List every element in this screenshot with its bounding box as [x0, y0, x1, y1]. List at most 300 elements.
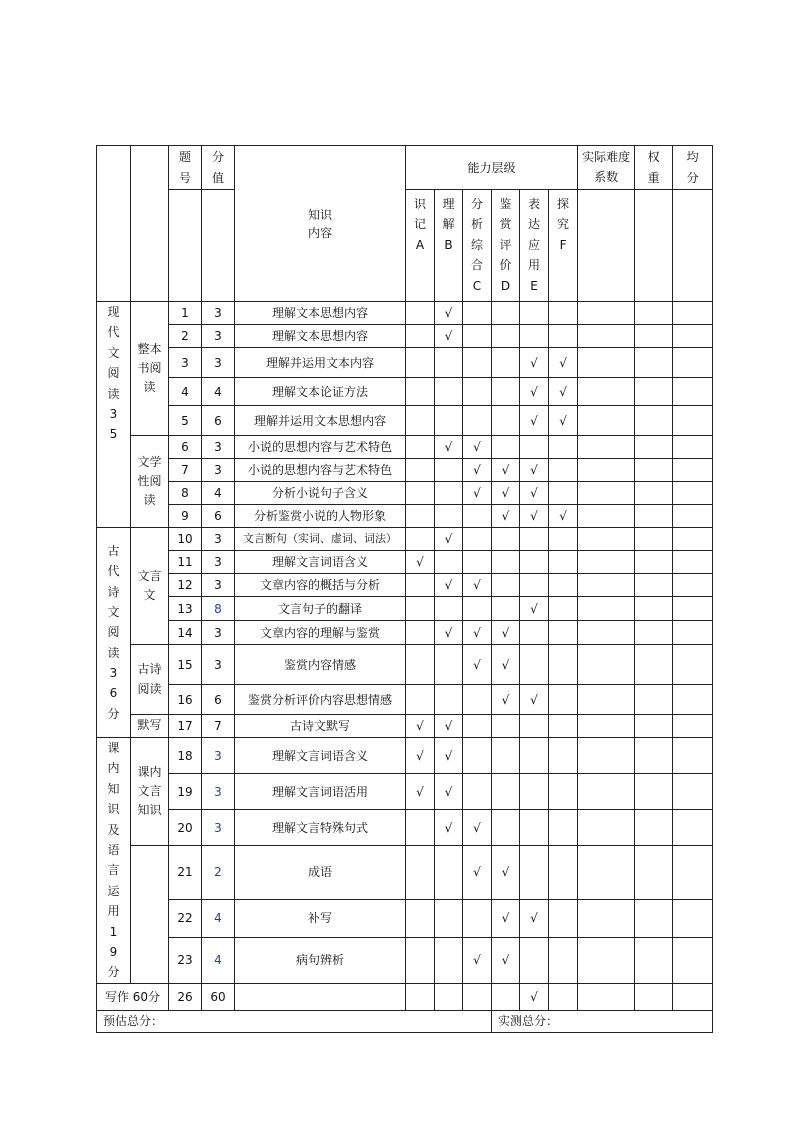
stat-cell	[578, 436, 635, 459]
check-mark: √	[473, 463, 481, 477]
ability-level-cell	[406, 645, 435, 685]
stat-cell	[635, 406, 673, 436]
knowledge-content: 理解文言词语含义	[235, 551, 406, 574]
ability-level-cell	[435, 983, 463, 1010]
stat-cell	[635, 505, 673, 528]
ability-level-cell	[549, 406, 578, 436]
table-row	[97, 406, 713, 436]
question-number: 18	[169, 738, 202, 774]
ability-level-cell	[463, 645, 492, 685]
question-number: 4	[169, 378, 202, 406]
ability-level-cell	[463, 528, 492, 551]
stat-cell	[635, 899, 673, 937]
question-number: 21	[169, 846, 202, 900]
weight-blank	[635, 190, 673, 302]
ability-level-cell	[463, 983, 492, 1010]
ability-level-cell	[492, 482, 520, 505]
ability-level-cell	[549, 348, 578, 378]
ability-level-cell	[549, 685, 578, 715]
ability-level-cell	[435, 645, 463, 685]
header-avg: 均分	[673, 146, 713, 190]
level-0: 识记A	[406, 190, 435, 302]
knowledge-content: 文章内容的理解与鉴赏	[235, 621, 406, 645]
subsection-classical-poetry: 古诗阅读	[131, 645, 169, 715]
level-4: 表达应用E	[520, 190, 549, 302]
ability-level-cell	[435, 302, 463, 325]
stat-cell	[673, 325, 713, 348]
stat-cell	[635, 551, 673, 574]
check-mark: √	[473, 578, 481, 592]
test-spec-table	[96, 145, 713, 1033]
check-mark: √	[444, 578, 453, 592]
ability-level-cell	[492, 597, 520, 621]
ability-level-cell	[520, 846, 549, 900]
check-mark: √	[501, 692, 510, 707]
header-num: 题号	[169, 146, 202, 190]
check-mark: √	[444, 329, 453, 343]
question-score: 2	[202, 846, 235, 900]
table-row	[97, 715, 713, 738]
stat-cell	[635, 621, 673, 645]
ability-level-cell	[549, 505, 578, 528]
ability-level-cell	[435, 325, 463, 348]
ability-level-cell	[492, 325, 520, 348]
knowledge-content: 理解并运用文本内容	[235, 348, 406, 378]
ability-level-cell	[463, 574, 492, 597]
check-mark: √	[559, 413, 567, 428]
table-row	[97, 738, 713, 774]
ability-level-cell	[406, 899, 435, 937]
ability-level-cell	[549, 715, 578, 738]
stat-cell	[578, 302, 635, 325]
check-mark: √	[530, 486, 538, 500]
ability-level-cell	[549, 302, 578, 325]
stat-cell	[635, 378, 673, 406]
table-row	[97, 348, 713, 378]
ability-level-cell	[492, 738, 520, 774]
knowledge-content: 理解文本论证方法	[235, 378, 406, 406]
check-mark: √	[473, 486, 481, 500]
ability-level-cell	[435, 810, 463, 846]
knowledge-content: 理解文言词语活用	[235, 774, 406, 810]
check-mark: √	[473, 953, 481, 968]
table-row	[97, 378, 713, 406]
question-score: 7	[202, 715, 235, 738]
ability-level-cell	[492, 459, 520, 482]
knowledge-content: 文言句子的翻译	[235, 597, 406, 621]
stat-cell	[635, 738, 673, 774]
knowledge-content: 理解文言特殊句式	[235, 810, 406, 846]
ability-level-cell	[406, 459, 435, 482]
check-mark: √	[530, 355, 538, 370]
ability-level-cell	[492, 774, 520, 810]
ability-level-cell	[435, 505, 463, 528]
header-weight: 权重	[635, 146, 673, 190]
subsection-whole-book: 整本书阅读	[131, 302, 169, 436]
stat-cell	[578, 348, 635, 378]
question-number: 7	[169, 459, 202, 482]
question-number: 14	[169, 621, 202, 645]
table-row	[97, 325, 713, 348]
question-score: 4	[202, 378, 235, 406]
header-knowledge: 知识 内容	[235, 146, 406, 302]
ability-level-cell	[463, 325, 492, 348]
ability-level-cell	[549, 528, 578, 551]
stat-cell	[578, 685, 635, 715]
table-row	[97, 846, 713, 900]
question-score: 3	[202, 774, 235, 810]
knowledge-content: 成语	[235, 846, 406, 900]
stat-cell	[635, 685, 673, 715]
ability-level-cell	[492, 378, 520, 406]
knowledge-content: 鉴赏分析评价内容思想情感	[235, 685, 406, 715]
ability-level-cell	[406, 505, 435, 528]
ability-level-cell	[435, 715, 463, 738]
ability-level-cell	[549, 551, 578, 574]
ability-level-cell	[406, 937, 435, 983]
question-number: 2	[169, 325, 202, 348]
ability-level-cell	[406, 846, 435, 900]
ability-level-cell	[435, 528, 463, 551]
table-row	[97, 528, 713, 551]
stat-cell	[673, 621, 713, 645]
ability-level-cell	[406, 597, 435, 621]
check-mark: √	[473, 440, 481, 454]
ability-level-cell	[406, 574, 435, 597]
ability-level-cell	[549, 574, 578, 597]
stat-cell	[578, 846, 635, 900]
question-number: 9	[169, 505, 202, 528]
check-mark: √	[444, 440, 453, 454]
stat-cell	[635, 715, 673, 738]
check-mark: √	[501, 865, 510, 880]
ability-level-cell	[435, 551, 463, 574]
question-number: 16	[169, 685, 202, 715]
stat-cell	[673, 846, 713, 900]
question-number: 10	[169, 528, 202, 551]
check-mark: √	[501, 911, 510, 926]
check-mark: √	[559, 384, 567, 399]
question-score: 3	[202, 302, 235, 325]
ability-level-cell	[463, 302, 492, 325]
question-score: 3	[202, 645, 235, 685]
ability-level-cell	[406, 436, 435, 459]
ability-level-cell	[435, 436, 463, 459]
question-number: 11	[169, 551, 202, 574]
table-row	[97, 645, 713, 685]
ability-level-cell	[463, 436, 492, 459]
section-writing: 写作 60分	[97, 983, 169, 1010]
stat-cell	[635, 810, 673, 846]
knowledge-content: 理解文言词语含义	[235, 738, 406, 774]
check-mark: √	[444, 625, 453, 640]
ability-level-cell	[520, 406, 549, 436]
ability-level-cell	[520, 645, 549, 685]
stat-cell	[578, 645, 635, 685]
check-mark: √	[473, 865, 481, 880]
ability-level-cell	[549, 378, 578, 406]
check-mark: √	[416, 719, 424, 733]
ability-level-cell	[549, 325, 578, 348]
check-mark: √	[444, 306, 453, 320]
question-number: 23	[169, 937, 202, 983]
stat-cell	[578, 574, 635, 597]
table-row	[97, 983, 713, 1010]
stat-cell	[578, 325, 635, 348]
stat-cell	[578, 597, 635, 621]
ability-level-cell	[463, 738, 492, 774]
ability-level-cell	[435, 899, 463, 937]
check-mark: √	[501, 953, 510, 968]
ability-level-cell	[520, 621, 549, 645]
question-score: 60	[202, 983, 235, 1010]
table-row	[97, 685, 713, 715]
ability-level-cell	[549, 621, 578, 645]
stat-cell	[673, 899, 713, 937]
table-row	[97, 505, 713, 528]
ability-level-cell	[549, 899, 578, 937]
ability-level-cell	[520, 810, 549, 846]
ability-level-cell	[492, 505, 520, 528]
ability-level-cell	[520, 528, 549, 551]
ability-level-cell	[435, 482, 463, 505]
header-score-blank	[202, 190, 235, 302]
ability-level-cell	[520, 302, 549, 325]
level-3: 鉴赏评价D	[492, 190, 520, 302]
stat-cell	[578, 505, 635, 528]
knowledge-content: 补写	[235, 899, 406, 937]
table-row	[97, 551, 713, 574]
check-mark: √	[444, 748, 453, 763]
stat-cell	[673, 715, 713, 738]
check-mark: √	[501, 486, 510, 500]
ability-level-cell	[549, 436, 578, 459]
question-score: 3	[202, 436, 235, 459]
question-number: 15	[169, 645, 202, 685]
ability-level-cell	[549, 738, 578, 774]
stat-cell	[578, 459, 635, 482]
stat-cell	[578, 810, 635, 846]
stat-cell	[673, 810, 713, 846]
check-mark: √	[501, 625, 510, 640]
stat-cell	[578, 983, 635, 1010]
ability-level-cell	[492, 645, 520, 685]
stat-cell	[673, 738, 713, 774]
knowledge-content: 文言断句（实词、虚词、词法）	[235, 528, 406, 551]
question-score: 3	[202, 551, 235, 574]
ability-level-cell	[463, 348, 492, 378]
ability-level-cell	[492, 685, 520, 715]
table-row	[97, 302, 713, 325]
table-row	[97, 810, 713, 846]
ability-level-cell	[463, 482, 492, 505]
check-mark: √	[530, 509, 538, 523]
ability-level-cell	[549, 846, 578, 900]
stat-cell	[635, 937, 673, 983]
question-number: 3	[169, 348, 202, 378]
stat-cell	[673, 348, 713, 378]
knowledge-content: 理解文本思想内容	[235, 325, 406, 348]
check-mark: √	[473, 820, 481, 835]
ability-level-cell	[520, 436, 549, 459]
knowledge-content: 古诗文默写	[235, 715, 406, 738]
ability-level-cell	[492, 715, 520, 738]
stat-cell	[635, 774, 673, 810]
stat-cell	[673, 597, 713, 621]
table-row	[97, 899, 713, 937]
subsection-recitation: 默写	[131, 715, 169, 738]
ability-level-cell	[463, 621, 492, 645]
question-number: 22	[169, 899, 202, 937]
header-difficulty: 实际难度系数	[578, 146, 635, 190]
question-score: 8	[202, 597, 235, 621]
question-score: 6	[202, 505, 235, 528]
stat-cell	[635, 597, 673, 621]
question-score: 4	[202, 899, 235, 937]
ability-level-cell	[406, 983, 435, 1010]
stat-cell	[635, 528, 673, 551]
check-mark: √	[530, 601, 538, 616]
header-empty-b	[131, 146, 169, 302]
stat-cell	[635, 846, 673, 900]
question-score: 6	[202, 406, 235, 436]
ability-level-cell	[406, 810, 435, 846]
question-score: 6	[202, 685, 235, 715]
ability-level-cell	[549, 597, 578, 621]
stat-cell	[673, 505, 713, 528]
question-number: 26	[169, 983, 202, 1010]
subsection-in-class-classical: 课内文言知识	[131, 738, 169, 846]
stat-cell	[635, 459, 673, 482]
stat-cell	[673, 685, 713, 715]
question-number: 1	[169, 302, 202, 325]
stat-cell	[673, 302, 713, 325]
question-score: 4	[202, 937, 235, 983]
ability-level-cell	[520, 983, 549, 1010]
ability-level-cell	[492, 810, 520, 846]
section-modern-reading: 现代文阅读35	[97, 302, 131, 528]
question-number: 17	[169, 715, 202, 738]
check-mark: √	[530, 911, 538, 926]
ability-level-cell	[406, 621, 435, 645]
stat-cell	[635, 482, 673, 505]
ability-level-cell	[406, 685, 435, 715]
ability-level-cell	[520, 937, 549, 983]
ability-level-cell	[492, 621, 520, 645]
avg-blank	[673, 190, 713, 302]
question-score: 3	[202, 325, 235, 348]
ability-level-cell	[406, 482, 435, 505]
ability-level-cell	[435, 621, 463, 645]
ability-level-cell	[492, 528, 520, 551]
question-score: 3	[202, 621, 235, 645]
knowledge-content: 理解并运用文本思想内容	[235, 406, 406, 436]
ability-level-cell	[463, 597, 492, 621]
ability-level-cell	[435, 937, 463, 983]
ability-level-cell	[406, 348, 435, 378]
ability-level-cell	[406, 715, 435, 738]
ability-level-cell	[463, 406, 492, 436]
check-mark: √	[473, 657, 481, 672]
ability-level-cell	[463, 715, 492, 738]
stat-cell	[578, 715, 635, 738]
stat-cell	[635, 574, 673, 597]
stat-cell	[673, 983, 713, 1010]
knowledge-content: 小说的思想内容与艺术特色	[235, 436, 406, 459]
footer-row	[97, 1010, 713, 1032]
ability-level-cell	[492, 574, 520, 597]
table-row	[97, 774, 713, 810]
ability-level-cell	[492, 937, 520, 983]
stat-cell	[578, 621, 635, 645]
check-mark: √	[416, 748, 424, 763]
check-mark: √	[559, 355, 567, 370]
ability-level-cell	[549, 459, 578, 482]
table-row	[97, 482, 713, 505]
table-row	[97, 937, 713, 983]
question-number: 13	[169, 597, 202, 621]
stat-cell	[578, 937, 635, 983]
question-score: 3	[202, 348, 235, 378]
header-num-blank	[169, 190, 202, 302]
stat-cell	[635, 436, 673, 459]
check-mark: √	[444, 820, 453, 835]
table-row	[97, 459, 713, 482]
question-number: 12	[169, 574, 202, 597]
question-number: 20	[169, 810, 202, 846]
ability-level-cell	[492, 406, 520, 436]
subsection-classical-prose: 文言文	[131, 528, 169, 645]
header-score: 分值	[202, 146, 235, 190]
ability-level-cell	[520, 325, 549, 348]
ability-level-cell	[492, 983, 520, 1010]
stat-cell	[673, 551, 713, 574]
ability-level-cell	[406, 528, 435, 551]
header-empty-a	[97, 146, 131, 302]
stat-cell	[578, 406, 635, 436]
table-row	[97, 621, 713, 645]
subsection-literary: 文学性阅读	[131, 436, 169, 528]
question-score: 3	[202, 574, 235, 597]
stat-cell	[673, 937, 713, 983]
stat-cell	[673, 774, 713, 810]
knowledge-content: 小说的思想内容与艺术特色	[235, 459, 406, 482]
check-mark: √	[416, 784, 424, 799]
stat-cell	[673, 436, 713, 459]
level-5: 探究F	[549, 190, 578, 302]
ability-level-cell	[549, 774, 578, 810]
check-mark: √	[530, 463, 538, 477]
stat-cell	[578, 378, 635, 406]
stat-cell	[673, 645, 713, 685]
check-mark: √	[501, 509, 510, 523]
knowledge-content: 理解文本思想内容	[235, 302, 406, 325]
subsection-blank	[131, 846, 169, 984]
ability-level-cell	[520, 505, 549, 528]
ability-level-cell	[435, 846, 463, 900]
ability-level-cell	[435, 406, 463, 436]
knowledge-content: 分析小说句子含义	[235, 482, 406, 505]
table-row	[97, 574, 713, 597]
ability-level-cell	[435, 459, 463, 482]
ability-level-cell	[492, 551, 520, 574]
section-language-use: 课内知识及语言运用19分	[97, 738, 131, 984]
ability-level-cell	[406, 325, 435, 348]
ability-level-cell	[435, 597, 463, 621]
question-score: 3	[202, 459, 235, 482]
ability-level-cell	[435, 738, 463, 774]
level-2: 分析综合C	[463, 190, 492, 302]
